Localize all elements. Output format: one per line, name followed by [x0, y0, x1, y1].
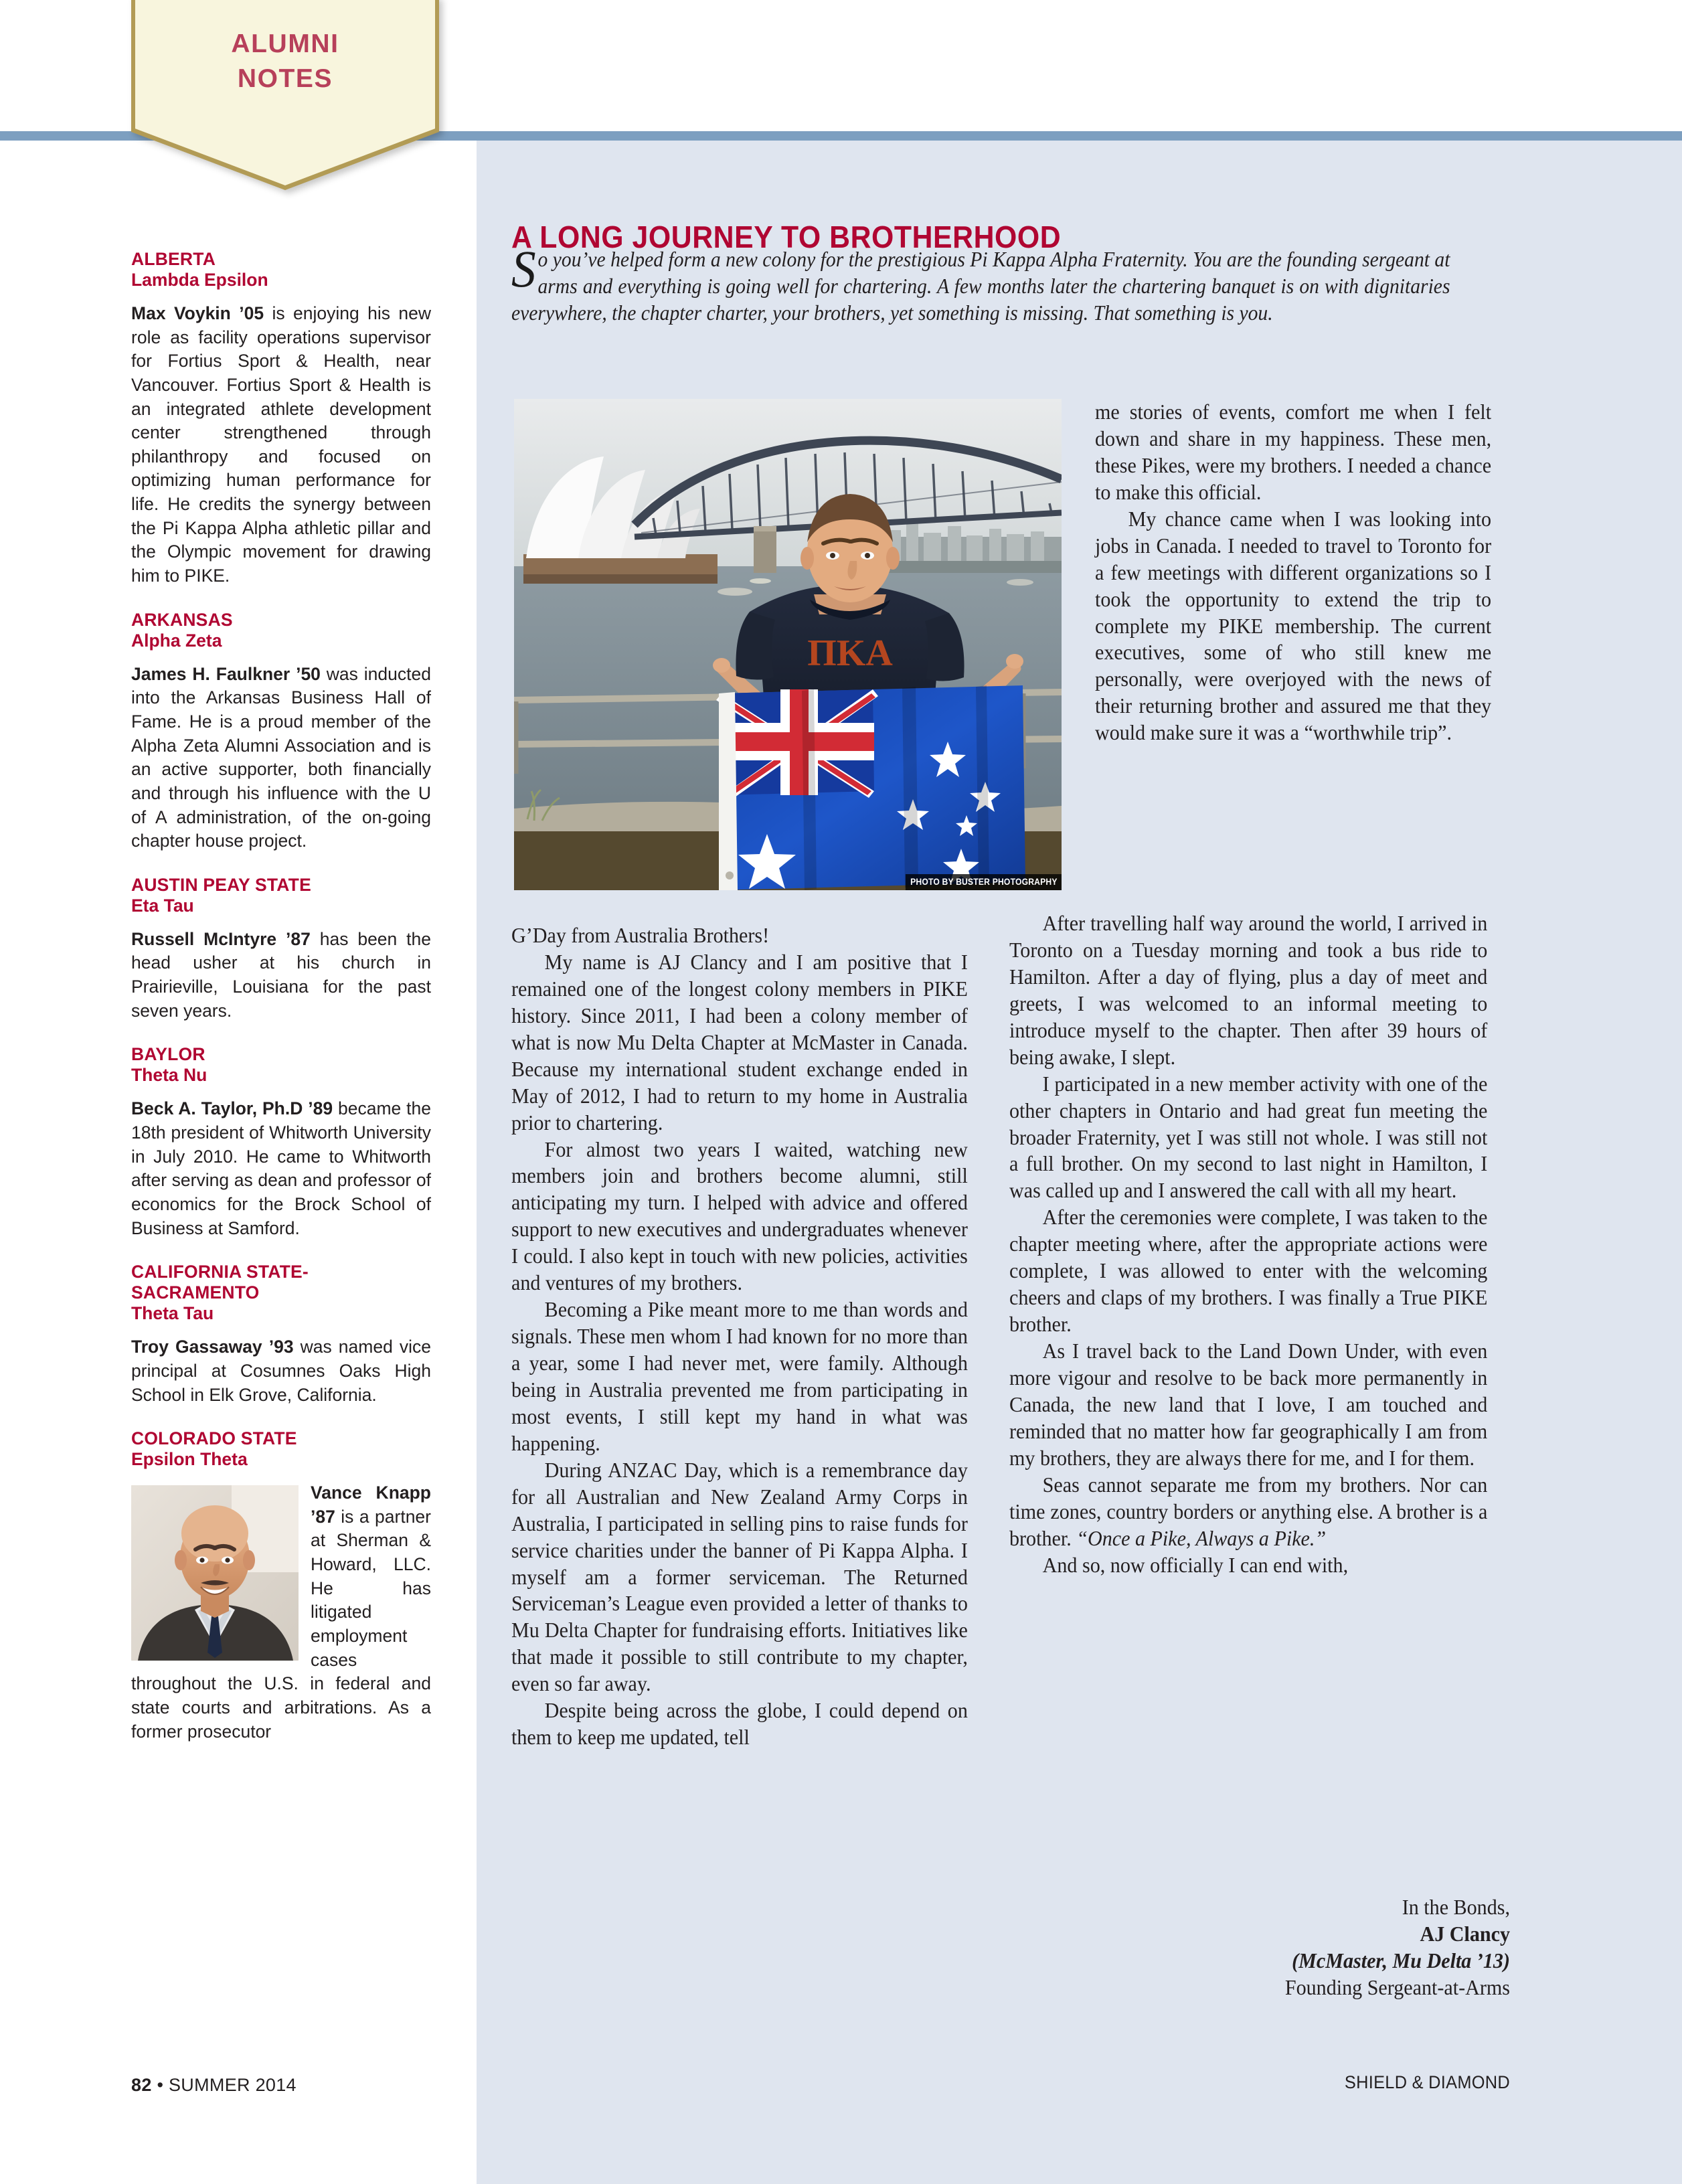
body-paragraph: G’Day from Australia Brothers! — [511, 924, 770, 947]
banner-line-2: NOTES — [237, 64, 333, 94]
chapter-school: BAYLOR — [131, 1044, 205, 1065]
chapter-note — [131, 1262, 431, 1407]
article-column-right-lower — [1009, 910, 1510, 1578]
note-body-text: has been the head usher at his church in Prairieville, Louisiana for the past seven years. — [131, 928, 431, 1021]
body-paragraph: During ANZAC Day, which is a remembrance day for all Australian and New Zealand Army Corps in Australia, I participated in selling pins to raise funds for service charities under the banner of Pi Kappa Alpha. I myself am a former serviceman. The Returned Serviceman’s League even provided a letter of thanks to Mu Delta Chapter for fundraising efforts. Initiatives like that made it possible to still contribute to my chapter, even so far away. — [511, 1458, 968, 1696]
chapter-note — [131, 1044, 431, 1240]
chapter-school: COLORADO STATE — [131, 1428, 297, 1449]
body-paragraph: I participated in a new member activity with one of the other chapters in Ontario and had great fun meeting the broader Fraternity, yet I was still not whole. I was still not a full brother. On my second to last night in Hamilton, I was called up and I answered the call with all my heart. — [1009, 1072, 1488, 1203]
note-lead-name: Vance Knapp ’87 — [311, 1483, 431, 1527]
article-signoff — [1032, 1894, 1510, 2001]
chapter-note — [131, 610, 431, 853]
body-paragraph: My name is AJ Clancy and I am positive that I remained one of the longest colony members in PIKE history. Since 2011, I had been a colony member of what is now Mu Delta Chapter at McMaster in Canada. Because my international student exchange ended in May of 2012, I had to return to my home in Australia prior to chartering. — [511, 950, 968, 1135]
note-lead-name: Russell McIntyre ’87 — [131, 928, 311, 949]
chapter-school: AUSTIN PEAY STATE — [131, 874, 311, 895]
footer-separator: • — [151, 2075, 169, 2095]
note-text — [131, 302, 431, 588]
note-body-text: was named vice principal at Cosumnes Oaks High School in Elk Grove, California. — [131, 1337, 431, 1405]
chapter-school: ARKANSAS — [131, 609, 233, 630]
note-lead-name: James H. Faulkner ’50 — [131, 663, 321, 684]
chapter-note-with-portrait — [131, 1428, 431, 1744]
body-paragraph: For almost two years I waited, watching new members join and brothers become alumni, still anticipating my turn. I helped with advice and offered support to new executives and undergraduates whenever I could. I also kept in touch with new policies, activities and ventures of my brothers. — [511, 1137, 968, 1295]
note-body-text: became the 18th president of Whitworth University in July 2010. He came to Whitworth after serving as dean and professor of economics for the Brock School of Business at Samford. — [131, 1098, 431, 1238]
body-paragraph: After travelling half way around the world, I arrived in Toronto on a Tuesday morning and took a bus ride to Hamilton. After a day of flying, plus a day of meet and greets, I was welcomed to an informal meeting to introduce myself to the chapter. Then after 39 hours of being awake, I slept. — [1009, 912, 1488, 1069]
article-photo — [514, 399, 1062, 890]
signoff-author-name: AJ Clancy — [1420, 1922, 1510, 1946]
body-paragraph: As I travel back to the Land Down Under, with even more vigour and resolve to be back more permanently in Canada, the new land that I love, I am touched and reminded that no matter how far geographically I am from my brothers, they are always there for me, and I for them. — [1009, 1339, 1488, 1470]
body-paragraph: me stories of events, comfort me when I felt down and share in my happiness. These men, these Pikes, were my brothers. I needed a chance to make this official. — [1095, 400, 1492, 504]
note-lead-name: Beck A. Taylor, Ph.D ’89 — [131, 1098, 333, 1119]
body-paragraph: Becoming a Pike meant more to me than words and signals. These men whom I had known for no more than a year, some I had never met, were family. Although being in Australia prevented me from participating in most events, I still kept my hand in what was happening. — [511, 1298, 968, 1455]
panel-gutter — [469, 141, 477, 2184]
svg-text:ΠΚΑ: ΠΚΑ — [807, 633, 893, 674]
article-column-right-upper — [1095, 399, 1510, 746]
photo-credit: PHOTO BY BUSTER PHOTOGRAPHY — [906, 874, 1062, 890]
banner-line-1: ALUMNI — [231, 29, 339, 58]
note-text — [131, 663, 431, 853]
note-body-text: is enjoying his new role as facility operations supervisor for Fortius Sport & Health, near Vancouver. Fortius Sport & Health is an integrated athlete development center strengthened through philanthropy and focused on optimizing human performance for life. He credits the synergy between the Pi Kappa Alpha athletic pillar and the Olympic movement for drawing him to PIKE. — [131, 303, 431, 586]
chapter-school: ALBERTA — [131, 249, 216, 269]
page-footer-left — [131, 2075, 297, 2096]
chapter-name: Lambda Epsilon — [131, 270, 268, 290]
deck-text: o you’ve helped form a new colony for the prestigious Pi Kappa Alpha Fraternity. You are the founding sergeant at arms and everything is going well for chartering. A few months later the chartering banquet is on with dignitaries everywhere, the chapter charter, your brothers, yet something is missing. That something is you. — [511, 248, 1450, 325]
chapter-name: Eta Tau — [131, 895, 194, 916]
body-paragraph: Despite being across the globe, I could depend on them to keep me updated, tell — [511, 1699, 968, 1750]
note-text — [131, 1335, 431, 1407]
signoff-bonds: In the Bonds, — [1402, 1896, 1510, 1919]
note-text — [131, 1097, 431, 1240]
article-headline: A LONG JOURNEY TO BROTHERHOOD — [511, 219, 1062, 254]
note-lead-name: Max Voykin ’05 — [131, 303, 264, 323]
body-paragraph: My chance came when I was looking into jobs in Canada. I needed to travel to Toronto for a few meetings with different organizations so I took the opportunity to extend the trip to complete my PIKE membership. The current executives, some of who still knew me personally, were overjoyed with the news of their returning brother and assured me that they would make sure it was a “worthwhile trip”. — [1095, 507, 1492, 745]
page-footer-right: SHIELD & DIAMOND — [1344, 2072, 1510, 2092]
chapter-note — [131, 249, 431, 588]
chapter-name: Theta Nu — [131, 1065, 207, 1086]
article-column-middle — [511, 922, 989, 1751]
chapter-name: Alpha Zeta — [131, 630, 222, 651]
note-text — [131, 928, 431, 1023]
banner-label — [131, 27, 439, 97]
chapter-note — [131, 875, 431, 1023]
chapter-name: Theta Tau — [131, 1303, 214, 1324]
pike-motto-quote: “Once a Pike, Always a Pike.” — [1076, 1526, 1327, 1550]
signoff-chapter: (McMaster, Mu Delta ’13) — [1292, 1949, 1510, 1972]
alumnus-portrait-photo — [131, 1485, 299, 1661]
body-paragraph-with-quote — [1009, 1472, 1487, 1552]
body-paragraph: And so, now officially I can end with, — [1042, 1553, 1349, 1577]
quote-lead-text: Seas cannot separate me from my brothers. Nor can time zones, country borders or anything else. A brother is a brother. — [1009, 1473, 1488, 1550]
issue-label: SUMMER 2014 — [169, 2075, 297, 2095]
drop-cap: S — [511, 240, 536, 298]
body-paragraph: After the ceremonies were complete, I was taken to the chapter meeting where, after the appropriate actions were complete, I was allowed to enter with the welcoming cheers and claps of my brothers. I was finally a True PIKE brother. — [1009, 1205, 1488, 1337]
chapter-school: CALIFORNIA STATE-SACRAMENTO — [131, 1262, 309, 1303]
note-body-text: is a partner at Sherman & Howard, LLC. He has litigated employment cases throughout the U.S. in federal and state courts and arbitrations. As a former prosecutor — [131, 1506, 431, 1742]
signoff-role: Founding Sergeant-at-Arms — [1284, 1976, 1510, 1999]
note-body-text: was inducted into the Arkansas Business Hall of Fame. He is a proud member of the Alpha Zeta Alumni Association and is an active supporter, both financially and through his influence with the U of A administration, of the on-going chapter house project. — [131, 663, 431, 851]
alumni-notes-banner — [131, 0, 439, 190]
article-deck — [511, 240, 1450, 327]
chapter-name: Epsilon Theta — [131, 1449, 248, 1470]
note-lead-name: Troy Gassaway ’93 — [131, 1337, 294, 1357]
page-number: 82 — [131, 2075, 152, 2095]
alumni-notes-sidebar — [131, 249, 431, 1760]
